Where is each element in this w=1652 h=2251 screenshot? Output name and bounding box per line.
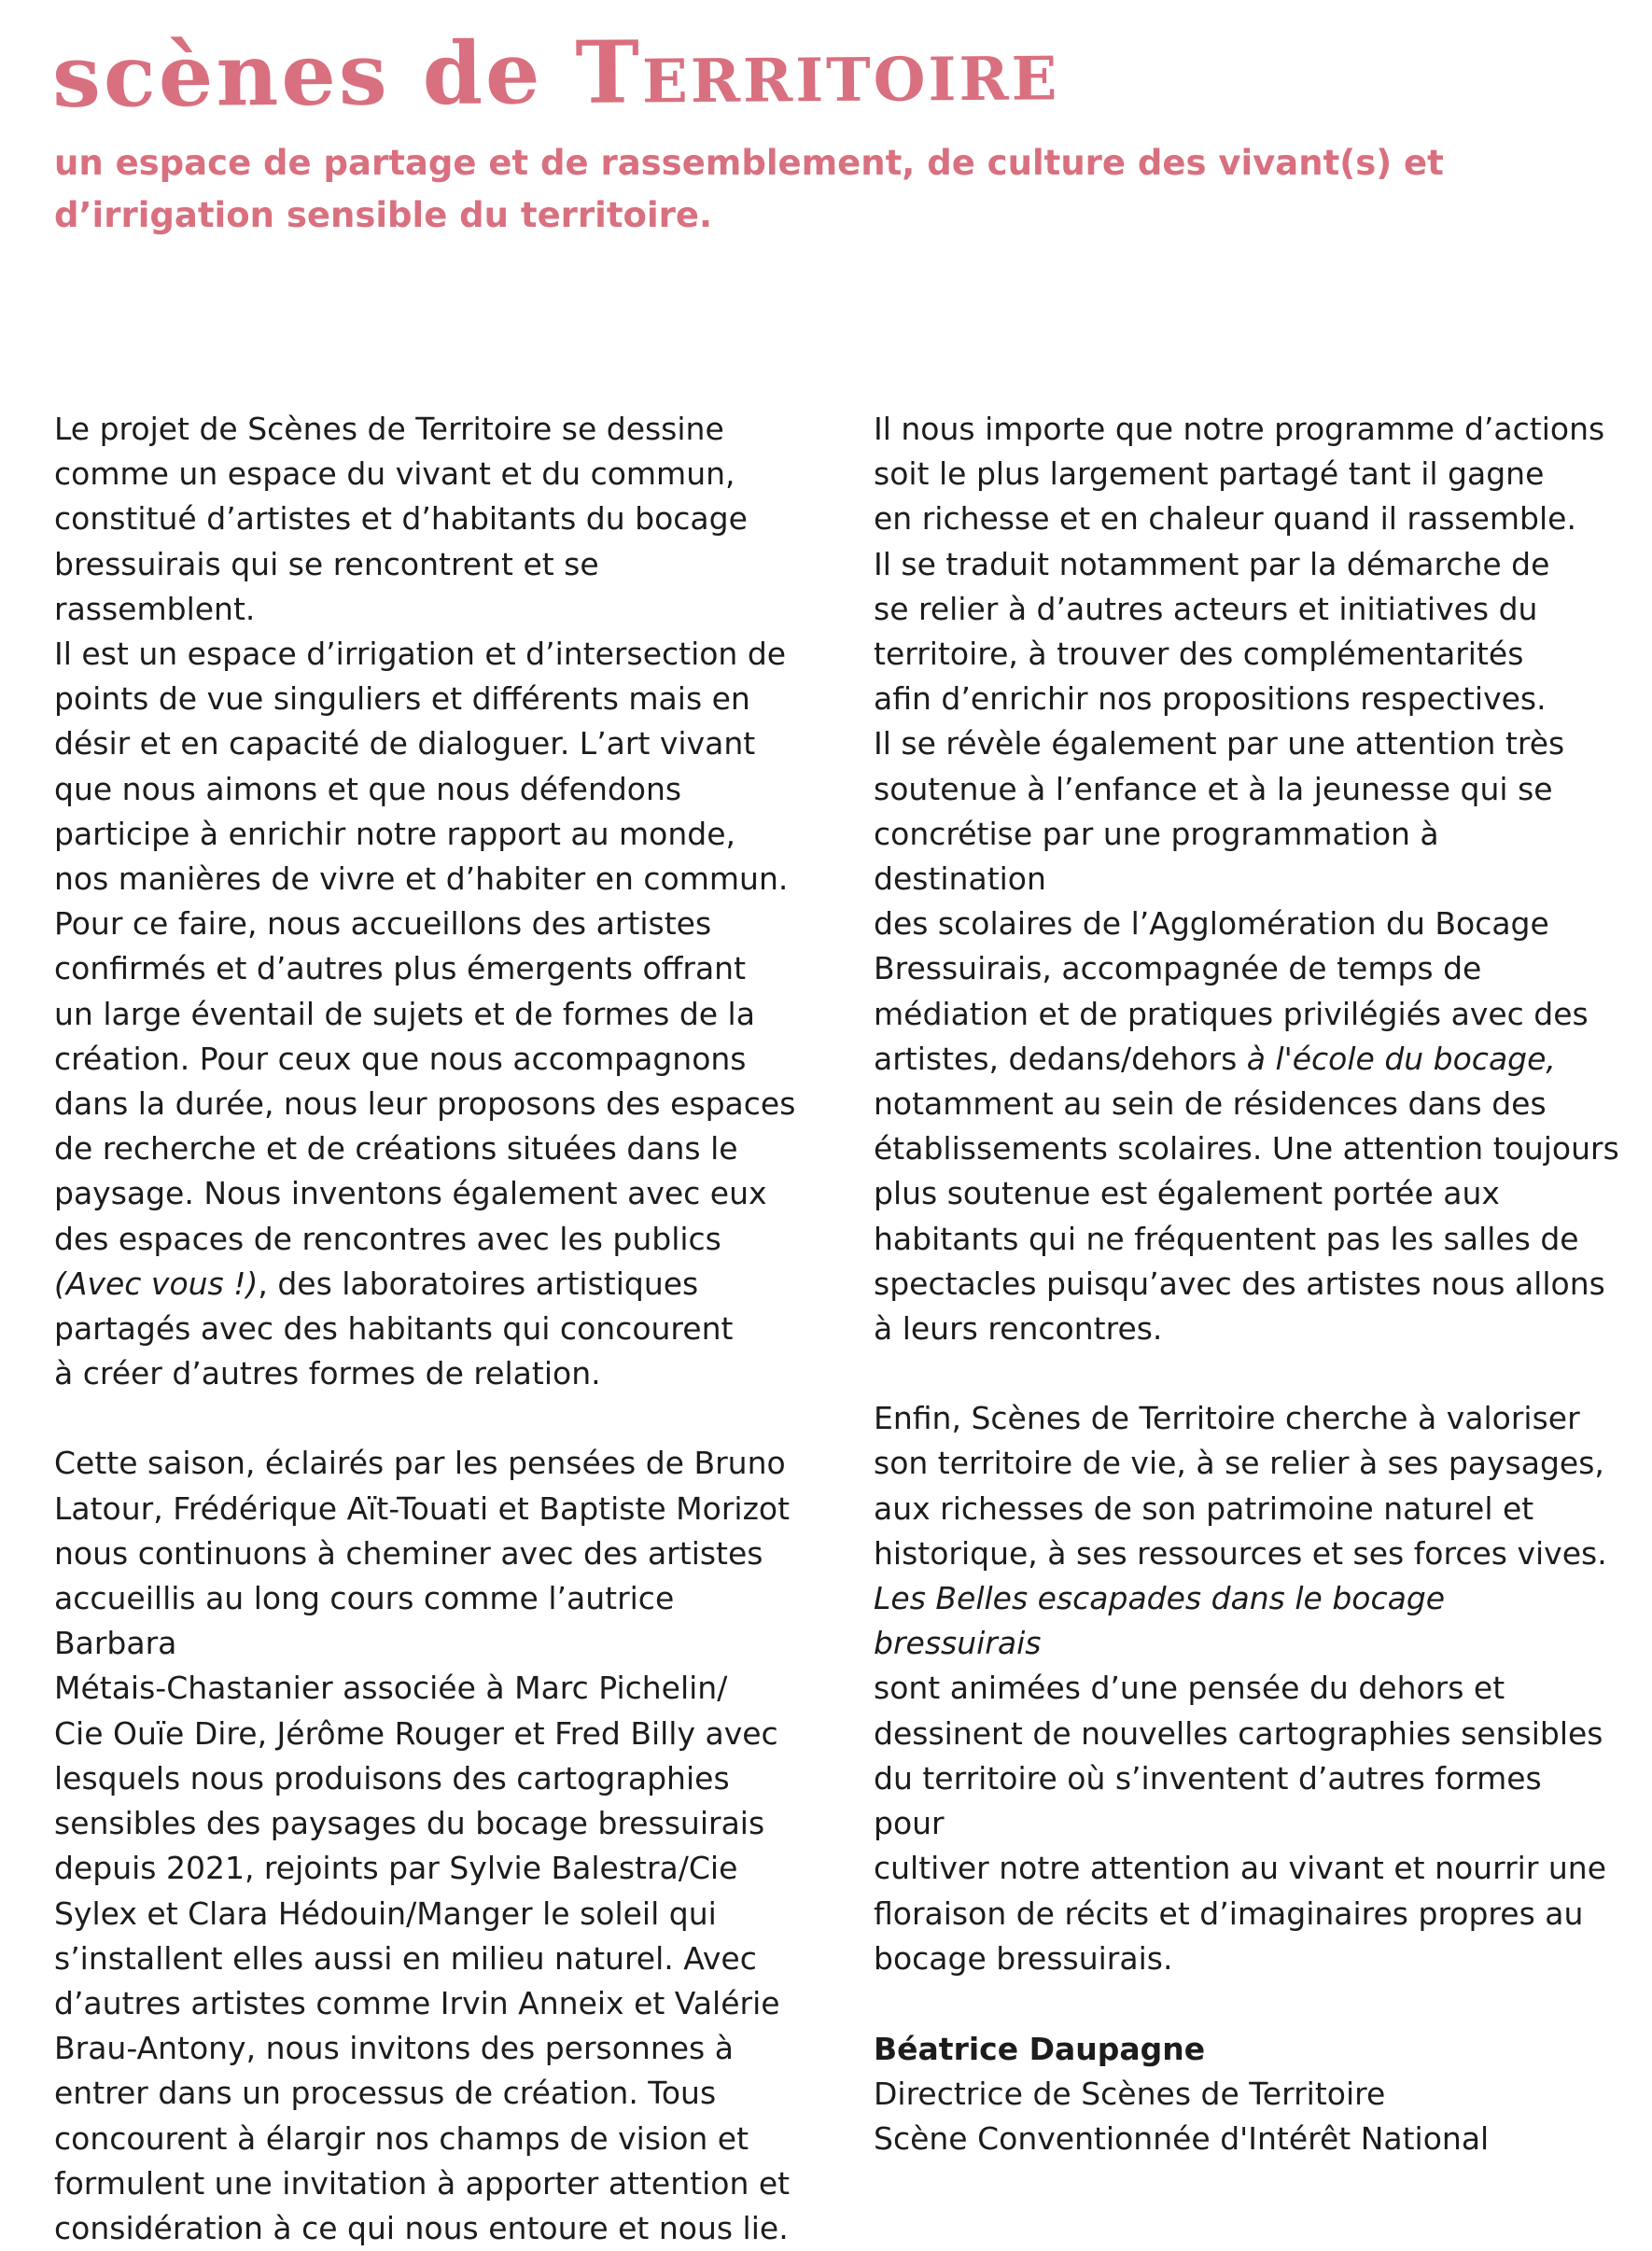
- left-paragraph-2: Cette saison, éclairés par les pensées de Bruno Latour, Frédérique Aït-Touati et Baptiste Morizot nous continuons à cheminer avec des artistes accueillis au long cours comme l’autrice Barbara Métais-Chastanier associée à Marc Pichelin/ Cie Ouïe Dire, Jérôme Rouger et Fred Billy avec lesquels nous produisons des cartographies sensibles des paysages du bocage bressuirais depuis 2021, rejoints par Sylvie Balestra/Cie Sylex et Clara Hédouin/Manger le soleil qui s’installent elles aussi en milieu naturel. Avec d’autres artistes comme Irvin Anneix et Valérie Brau-Antony, nous invitons des personnes à entrer dans un processus de création. Tous concourent à élargir nos champs de vision et formulent une invitation à apporter attention et considération à ce qui nous entoure et nous lie.: [54, 1445, 791, 2246]
- right-column: [874, 407, 1620, 1981]
- page-title: [51, 19, 1060, 127]
- right-p2-italic: Les Belles escapades dans le bocage bressuirais: [874, 1580, 1446, 1662]
- right-p2-text-end: sont animées d’une pensée du dehors et dessinent de nouvelles cartographies sensibles du territoire où s’inventent d’autres formes pour cultiver notre attention au vivant et nourrir une floraison de récits et d’imaginaires propres au bocage bressuirais.: [874, 1670, 1607, 1977]
- right-p1-text-end: notamment au sein de résidences dans des établissements scolaires. Une attention toujours plus soutenue est également portée aux habitants qui ne fréquentent pas les salles de spectacles puisqu’avec des artistes nous allons à leurs rencontres.: [874, 1085, 1619, 1348]
- right-paragraph-1: [874, 407, 1620, 1351]
- signature-name: Béatrice Daupagne: [874, 2031, 1206, 2067]
- left-paragraph-1: [54, 407, 801, 1396]
- left-column: [54, 407, 801, 2251]
- right-p2-text-start: Enfin, Scènes de Territoire cherche à valoriser son territoire de vie, à se relier à ses paysages, aux richesses de son patrimoine naturel et historique, à ses ressources et ses forces vives.: [874, 1400, 1607, 1572]
- right-paragraph-2: [874, 1396, 1620, 1981]
- title-word-territoire: Territoire: [575, 19, 1060, 123]
- title-word-scenes: scènes: [51, 23, 390, 127]
- signature-block: [874, 2027, 1620, 2161]
- left-p1-text-end: , des laboratoires artistiques partagés avec des habitants qui concourent à créer d’autres formes de relation.: [54, 1265, 734, 1392]
- right-p1-italic: à l'école du bocage,: [1246, 1040, 1556, 1077]
- left-p1-italic: (Avec vous !): [54, 1265, 259, 1302]
- right-p1-text-start: Il nous importe que notre programme d’actions soit le plus largement partagé tant il gagne en richesse et en chaleur quand il rassemble. Il se traduit notamment par la démarche de se relier à d’autres acteurs et initiatives du territoire, à trouver des complémentarités afin d’enrichir nos propositions respectives. Il se révèle également par une attention très soutenue à l’enfance et à la jeunesse qui se concrétise par une programmation à destination des scolaires de l’Agglomération du Bocage Bressuirais, accompagnée de temps de médiation et de pratiques privilégiés avec des artistes, dedans/dehors: [874, 411, 1605, 1077]
- signature-institution: Scène Conventionnée d'Intérêt National: [874, 2120, 1490, 2157]
- title-word-de: de: [422, 22, 543, 124]
- left-p1-text-start: Le projet de Scènes de Territoire se dessine comme un espace du vivant et du commun, constitué d’artistes et d’habitants du bocage bressuirais qui se rencontrent et se rassemblent. Il est un espace d’irrigation et d’intersection de points de vue singuliers et différents mais en désir et en capacité de dialoguer. L’art vivant que nous aimons et que nous défendons participe à enrichir notre rapport au monde, nos manières de vivre et d’habiter en commun. Pour ce faire, nous accueillons des artistes confirmés et d’autres plus émergents offrant un large éventail de sujets et de formes de la création. Pour ceux que nous accompagnons dans la durée, nous leur proposons des espaces de recherche et de créations situées dans le paysage. Nous inventons également avec eux des espaces de rencontres avec les publics: [54, 411, 796, 1257]
- page-subtitle: un espace de partage et de rassemblement, de culture des vivant(s) et d’irrigation sensible du territoire.: [54, 143, 1444, 235]
- signature-role: Directrice de Scènes de Territoire: [874, 2076, 1386, 2112]
